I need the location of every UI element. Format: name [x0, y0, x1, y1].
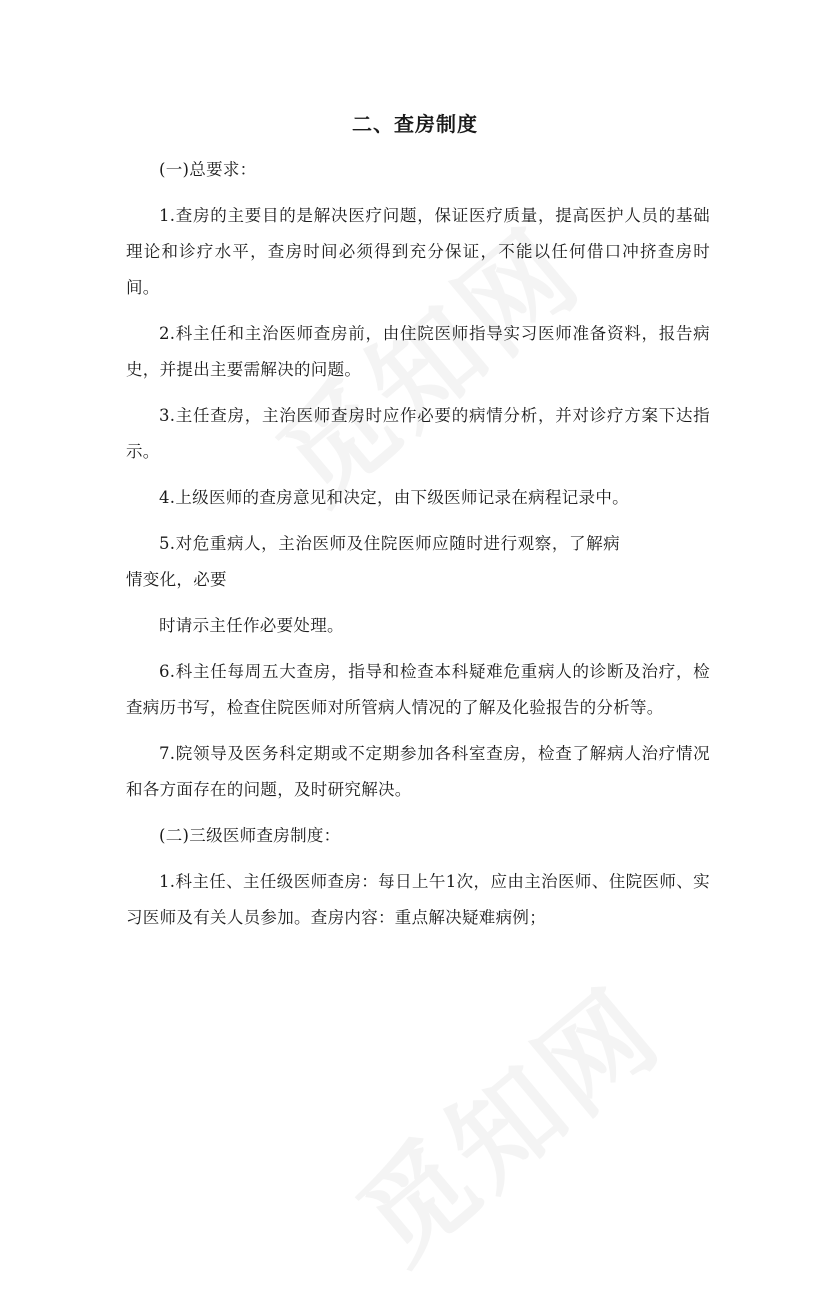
paragraph-4: 4.上级医师的查房意见和决定，由下级医师记录在病程记录中。: [159, 488, 629, 507]
section-heading-three-level: (二)三级医师查房制度：: [159, 826, 341, 845]
paragraph-2: 2.科主任和主治医师查房前，由住院医师指导实习医师准备资料，报告病史，并提出主要需解决的问题。: [126, 324, 710, 379]
paragraph-1: 1.查房的主要目的是解决医疗问题，保证医疗质量，提高医护人员的基础理论和诊疗水平，查房时间必须得到充分保证，不能以任何借口冲挤查房时间。: [126, 206, 710, 297]
paragraph-3: 3.主任查房，主治医师查房时应作必要的病情分析，并对诊疗方案下达指示。: [126, 406, 710, 461]
section-heading-general: (一)总要求：: [159, 160, 257, 179]
paragraph-7: 7.院领导及医务科定期或不定期参加各科室查房，检查了解病人治疗情况和各方面存在的问题，及时研究解决。: [126, 744, 710, 799]
document-body: [126, 152, 710, 946]
paragraph-5: 5.对危重病人，主治医师及住院医师应随时进行观察，了解病情变化，必要: [126, 534, 620, 589]
page-title: 二、查房制度: [352, 112, 478, 136]
paragraph-6: 6.科主任每周五大查房，指导和检查本科疑难危重病人的诊断及治疗，检查病历书写，检查住院医师对所管病人情况的了解及化验报告的分析等。: [126, 662, 710, 717]
paragraph-8: 1.科主任、主任级医师查房：每日上午1次，应由主治医师、住院医师、实习医师及有关人员参加。查房内容：重点解决疑难病例；: [126, 872, 710, 927]
watermark: [320, 947, 688, 1291]
paragraph-5-continuation: 时请示主任作必要处理。: [159, 616, 344, 635]
